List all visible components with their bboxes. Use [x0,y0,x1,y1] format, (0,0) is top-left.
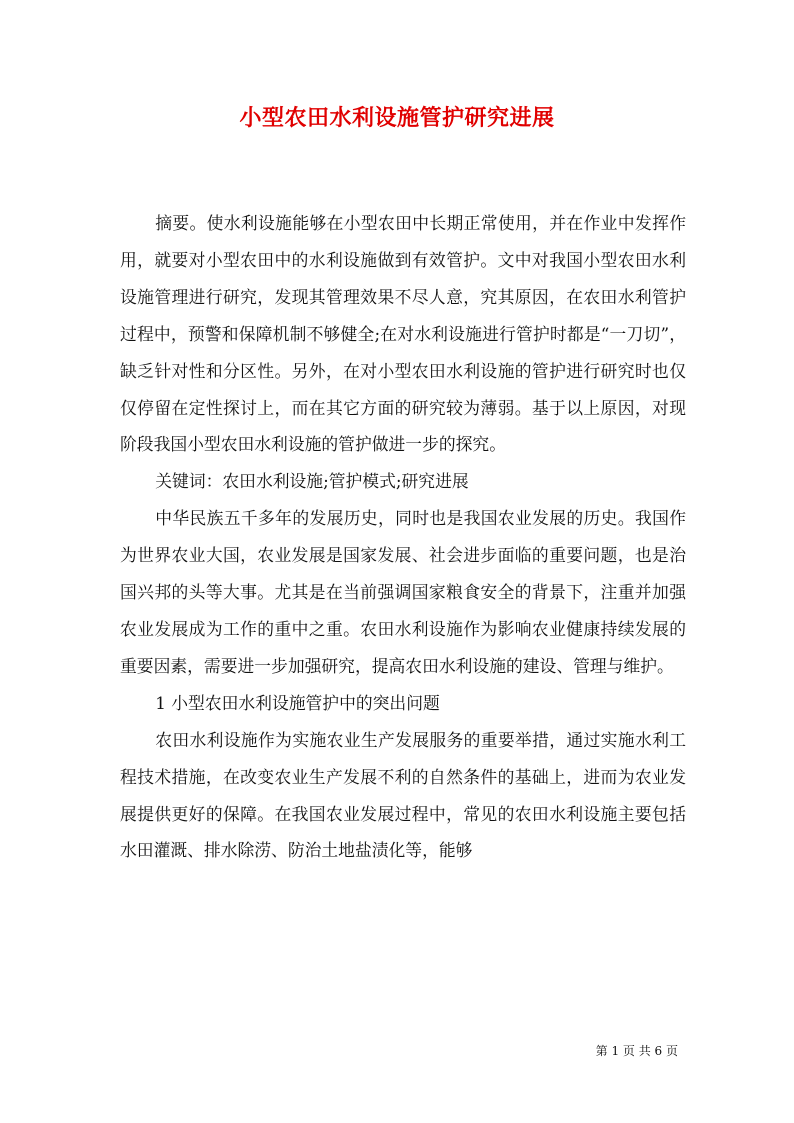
page-footer: 第 1 页 共 6 页 [595,1044,678,1058]
abstract-paragraph: 摘要。使水利设施能够在小型农田中长期正常使用，并在作业中发挥作用，就要对小型农田中的水利设施做到有效管护。文中对我国小型农田水利设施管理进行研究，发现其管理效果不尽人意，究其原因，在农田水利管护过程中，预警和保障机制不够健全;在对水利设施进行管护时都是“一刀切”，缺乏针对性和分区性。另外，在对小型农田水利设施的管护进行研究时也仅仅停留在定性探讨上，而在其它方面的研究较为薄弱。基于以上原因，对现阶段我国小型农田水利设施的管护做进一步的探究。 [120,213,686,455]
intro-paragraph: 中华民族五千多年的发展历史，同时也是我国农业发展的历史。我国作为世界农业大国，农业发展是国家发展、社会进步面临的重要问题，也是治国兴邦的头等大事。尤其是在当前强调国家粮食安全的背景下，注重并加强农业发展成为工作的重中之重。农田水利设施作为影响农业健康持续发展的重要因素，需要进一步加强研究，提高农田水利设施的建设、管理与维护。 [120,508,686,676]
section-paragraph: 农田水利设施作为实施农业生产发展服务的重要举措，通过实施水利工程技术措施，在改变农业生产发展不利的自然条件的基础上，进而为农业发展提供更好的保障。在我国农业发展过程中，常见的农田水利设施主要包括水田灌溉、排水除涝、防治土地盐渍化等，能够 [120,729,686,861]
section-heading: 1 小型农田水利设施管护中的突出问题 [155,692,440,713]
document-title: 小型农田水利设施管护研究进展 [239,105,555,131]
keywords-paragraph: 关键词：农田水利设施;管护模式;研究进展 [155,471,469,492]
document-body [120,205,686,869]
